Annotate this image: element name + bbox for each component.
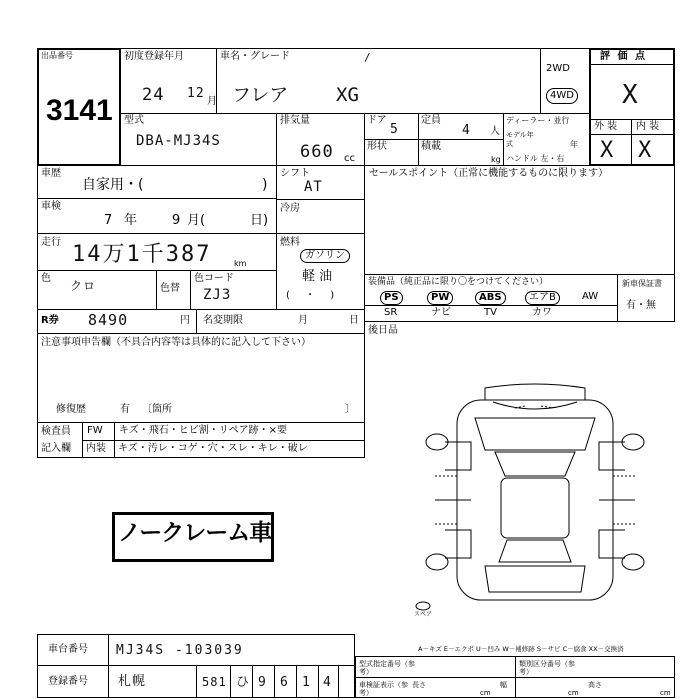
type-cert-label: 型式指定番号（参考） (359, 660, 415, 676)
first-reg-month: 12 (187, 86, 205, 101)
checker-label: 検査員 (41, 426, 71, 437)
equip-aw: AW (582, 291, 599, 302)
color-code-value: ZJ3 (203, 287, 232, 303)
displacement-label: 排気量 (280, 115, 310, 126)
plate-area: 札幌 (118, 674, 147, 689)
width-cm: cm (568, 689, 579, 697)
wheel-front-right (622, 434, 644, 450)
grade: XG (336, 84, 359, 106)
month-unit: 月 (207, 96, 217, 107)
interior-mark: X (638, 138, 652, 163)
plate-digit-1: 9 (258, 675, 267, 690)
exterior-label: 外 装 (594, 121, 618, 132)
usage-close: ) (262, 177, 268, 193)
color-label: 色 (41, 273, 51, 284)
equip-abs: ABS (475, 291, 506, 305)
first-reg-year: 24 (142, 85, 165, 105)
rating-label: 評 価 点 (600, 51, 647, 62)
car-outline (457, 400, 613, 600)
inspection-month-char: 月 (187, 213, 201, 228)
recycle-yen: 円 (180, 315, 190, 326)
fw-items: キズ・飛石・ヒビ割・リペア跡・×要 (119, 425, 287, 436)
mileage-label: 走行 (41, 237, 61, 248)
equip-ps: PS (380, 291, 403, 305)
doors-value: 5 (390, 122, 399, 137)
plate-digit-2: 6 (280, 675, 289, 690)
repair-close: 〕 (345, 404, 355, 415)
roof (501, 478, 569, 538)
dealer-label: ディーラー・並行 (506, 116, 570, 125)
no-claim-text: ノークレーム車 (118, 520, 272, 546)
wheel-front-left (426, 434, 448, 450)
fuel-other: ( ・ ) (286, 290, 335, 301)
year-unit: 年 (570, 140, 578, 149)
capacity-label: 定員 (421, 115, 441, 126)
interior-insp-label: 内装 (86, 443, 106, 454)
inspection-day-open: ( (200, 213, 206, 228)
notes-label: 注意事項申告欄（不具合内容等は具体的に記入して下さい） (41, 337, 311, 348)
front-bumper (485, 384, 585, 400)
color-code-label: 色コード (194, 273, 234, 284)
plate-class: 581 (202, 675, 227, 689)
shift-value: AT (304, 179, 323, 195)
inspection-year-char: 年 (124, 213, 138, 228)
first-reg-label: 初度登録年月 (124, 51, 184, 62)
model-year-label: モデル年式 (506, 131, 534, 148)
color-value: クロ (70, 279, 97, 293)
color-change-label: 色替 (160, 283, 180, 294)
interior-items: キズ・汚レ・コゲ・穴・スレ・キレ・破レ (118, 443, 308, 454)
rating-mark: X (622, 80, 638, 110)
recycle-label: R券 (41, 315, 59, 326)
mileage-value: 14万1千387 (72, 242, 212, 267)
usage-value: 自家用・( (82, 177, 144, 193)
drive-2wd: 2WD (546, 63, 570, 74)
recycle-row (37, 309, 365, 334)
car-diagram (415, 380, 655, 620)
type-value: DBA-MJ34S (136, 133, 221, 149)
height-cm: cm (660, 689, 671, 697)
length-label: 長さ (412, 681, 426, 689)
expiry-month: 月 (298, 315, 308, 326)
doors-label: ドア (367, 115, 387, 126)
fuel-diesel: 軽 油 (302, 269, 333, 284)
vehicle-cert-label: 車検証表示（参考） (359, 681, 408, 697)
exterior-mark: X (600, 138, 614, 163)
drive-4wd: 4WD (546, 88, 578, 104)
length-cm: cm (480, 689, 491, 697)
sales-point-box (364, 165, 675, 275)
load-label: 積載 (421, 141, 441, 152)
kg-unit: kg (491, 155, 501, 164)
shape-label: 形状 (367, 141, 387, 152)
wheel-rear-left (426, 554, 448, 570)
width-label: 幅 (500, 681, 507, 689)
arrival-label: 後日品 (368, 325, 398, 336)
model-label: 車名・グレード (220, 51, 290, 62)
equip-tv: TV (484, 307, 497, 318)
repair-detail: 〔箇所 (142, 404, 172, 415)
plate-kana: ひ (236, 675, 251, 690)
shift-label: シフト (280, 168, 310, 179)
fuel-gasoline: ガソリン (300, 249, 350, 263)
chassis-value: MJ34S -103039 (116, 643, 244, 658)
inspection-month: 9 (172, 213, 181, 228)
interior-label: 内 装 (636, 121, 660, 132)
windshield (495, 452, 575, 476)
equip-navi: ナビ (431, 307, 451, 318)
warranty-label: 新車保証書 (622, 279, 662, 288)
lot-number: 3141 (46, 94, 113, 127)
spare-tire (416, 602, 430, 610)
chassis-label: 車台番号 (48, 644, 88, 655)
repair-label: 修復歴 (56, 404, 86, 415)
inspection-year: 7 (104, 213, 113, 228)
model-name: フレア (232, 84, 289, 106)
plate-digit-4: 4 (323, 675, 332, 690)
wheel-rear-right (622, 554, 644, 570)
expiry-day: 日 (349, 315, 359, 326)
lot-label: 出品番号 (41, 51, 73, 60)
plate-digit-3: 1 (302, 675, 311, 690)
km-unit: km (234, 259, 247, 268)
damage-legend: A－キズ E－エクボ U－凹み W－補修跡 S－サビ C－腐食 XX－交換済 (418, 645, 624, 653)
plate-label: 登録番号 (48, 676, 88, 687)
equip-airbag: エアB (525, 291, 560, 305)
type-label: 型式 (124, 115, 144, 126)
fuel-label: 燃料 (280, 237, 300, 248)
ac-label: 冷房 (280, 203, 300, 214)
warranty-options: 有・無 (626, 300, 656, 311)
inspection-day: 日) (250, 213, 269, 228)
capacity-value: 4 (462, 123, 471, 138)
category-label: 類別区分番号（参考） (519, 660, 575, 676)
person-unit: 人 (490, 126, 500, 137)
equipment-label: 装備品（純正品に限り〇をつけてください） (368, 277, 549, 287)
usage-label: 車歴 (41, 168, 61, 179)
spare-label: スペア (414, 611, 433, 618)
handle-label: ハンドル 左・右 (506, 154, 565, 163)
cc-unit: cc (344, 153, 355, 164)
repair-value: 有 (120, 404, 130, 415)
recycle-value: 8490 (88, 311, 129, 329)
equip-pw: PW (427, 291, 453, 305)
height-label: 高さ (588, 681, 602, 689)
recorder-label: 記入欄 (41, 443, 71, 454)
displacement-value: 660 (300, 142, 334, 162)
model-slash: / (364, 51, 372, 64)
sales-point-label: セールスポイント（正常に機能するものに限ります） (369, 168, 609, 179)
equip-leather: カワ (532, 307, 552, 318)
inspection-label: 車検 (41, 201, 61, 212)
fw-label: FW (87, 425, 103, 436)
expiry-label: 名変期限 (203, 315, 243, 326)
equip-sr: SR (384, 307, 398, 318)
